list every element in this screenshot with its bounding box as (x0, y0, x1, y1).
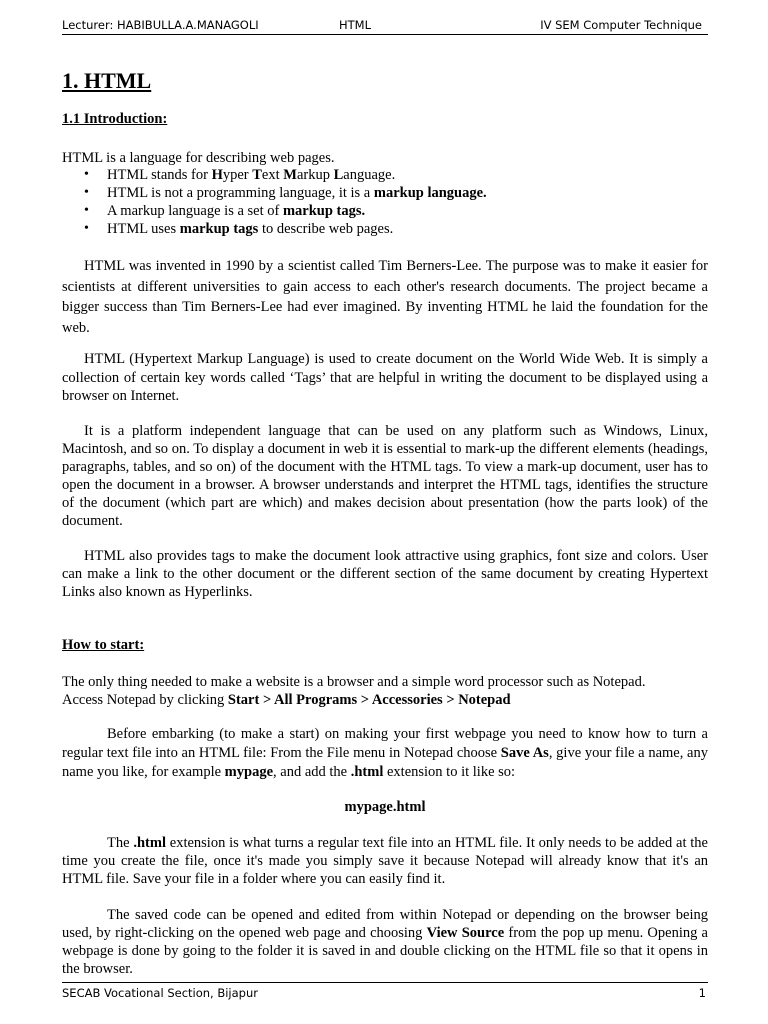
footer-institution: SECAB Vocational Section, Bijapur (62, 986, 258, 1000)
header-lecturer: Lecturer: HABIBULLA.A.MANAGOLI (62, 18, 259, 32)
how-to-start-heading: How to start: (62, 637, 145, 653)
intro-line: HTML is a language for describing web pages. (62, 150, 335, 166)
paragraph-view-source: The saved code can be opened and edited from within Notepad or depending on the browser being used, by right-clicking on the opened web page and choosing View Source from the pop up menu. Opening a webpage is done by going to the folder it is saved in and double clicking on the HTML file so that it opens in the browser. (62, 907, 708, 977)
paragraph-history: HTML was invented in 1990 by a scientist called Tim Berners-Lee. The purpose was to make it easier for scientists at different universities to gain access to each other's research documents. The project became a bigger success than Tim Berners-Lee had ever imagined. By inventing HTML he laid the foundation for the web. (62, 258, 708, 336)
paragraph-platform: It is a platform independent language that can be used on any platform such as Windows, Linux, Macintosh, and so on. To display a document in web it is essential to mark-up the different elements (headings, paragraphs, tables, and so on) of the document with the HTML tags. To view a mark-up document, user has to open the document in a browser. A browser understands and interpret the HTML tags, identifies the structure of the document (which part are which) and makes decision about presentation (how the parts look) of the document. (62, 423, 708, 529)
paragraph-save-as: Before embarking (to make a start) on making your first webpage you need to know how to turn a regular text file into an HTML file: From the File menu in Notepad choose Save As, give your file a name, any name you like, for example mypage, and add the .html extension to it like so: (62, 726, 708, 780)
bullet-item: • HTML stands for Hyper Text Markup Language. (62, 166, 487, 184)
bullet-item: • A markup language is a set of markup tags. (62, 202, 487, 220)
document-title: 1. HTML (62, 68, 152, 93)
header-course: IV SEM Computer Technique (540, 18, 702, 32)
paragraph-extension: The .html extension is what turns a regular text file into an HTML file. It only needs to be added at the time you create the file, once it's made you simply save it because Notepad will already know that it's an HTML file. Save your file in a folder where you can easily find it. (62, 835, 708, 887)
paragraph-requirements: The only thing needed to make a website is a browser and a simple word processor such as Notepad. Access Notepad by clicking Start > All Programs > Accessories > Notepad (62, 674, 646, 708)
bullet-item: • HTML uses markup tags to describe web pages. (62, 220, 487, 238)
paragraph-tags: HTML also provides tags to make the document look attractive using graphics, font size and colors. User can make a link to the other document or the different section of the same document by creating Hypertext Links also known as Hyperlinks. (62, 548, 708, 600)
page-number: 1 (698, 986, 706, 1000)
intro-bullet-list (62, 166, 487, 238)
page-footer (62, 982, 708, 1001)
paragraph-definition: HTML (Hypertext Markup Language) is used to create document on the World Wide Web. It is simply a collection of certain key words called ‘Tags’ that are helpful in writing the document to be displayed using a browser on Internet. (62, 351, 708, 404)
intro-heading: 1.1 Introduction: (62, 111, 168, 127)
bullet-item: • HTML is not a programming language, it is a markup language. (62, 184, 487, 202)
page-header (62, 16, 708, 35)
filename-example: mypage.html (344, 799, 426, 815)
header-subject: HTML (339, 18, 372, 32)
